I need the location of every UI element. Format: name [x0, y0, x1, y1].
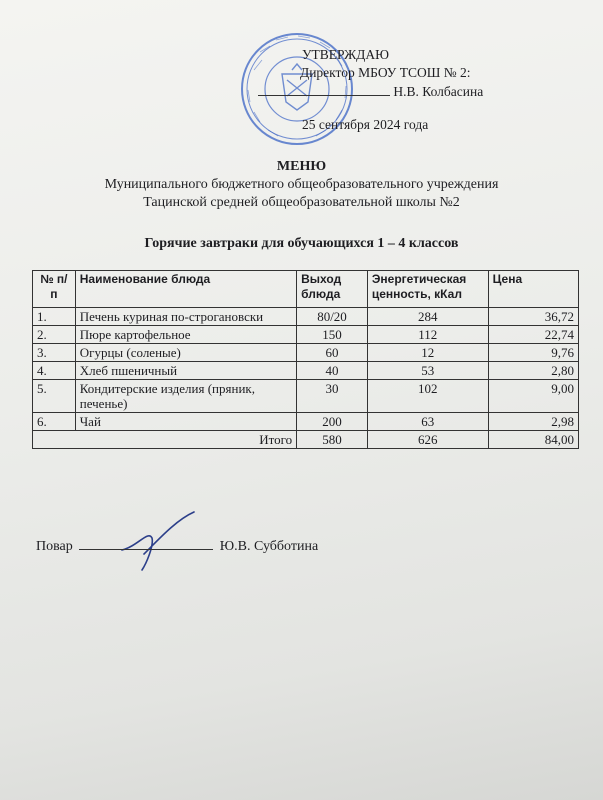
row-number: 6.: [33, 413, 76, 431]
dish-yield: 150: [297, 326, 368, 344]
dish-name: Печень куриная по-строгановски: [75, 308, 296, 326]
total-label: Итого: [33, 431, 297, 449]
header-number: № п/п: [33, 271, 76, 308]
table-row: [33, 344, 579, 362]
dish-yield: 40: [297, 362, 368, 380]
table-row: [33, 362, 579, 380]
dish-kcal: 12: [367, 344, 488, 362]
cook-name: Ю.В. Субботина: [219, 539, 319, 554]
approval-date: 25 сентября 2024 года: [302, 117, 429, 132]
dish-kcal: 112: [367, 326, 488, 344]
row-number: 3.: [33, 344, 76, 362]
total-kcal: 626: [367, 431, 488, 449]
dish-price: 2,80: [488, 362, 578, 380]
menu-title-block: [0, 158, 603, 212]
dish-price: 36,72: [488, 308, 578, 326]
row-number: 4.: [33, 362, 76, 380]
menu-table: [32, 270, 579, 449]
dish-kcal: 53: [367, 362, 488, 380]
table-row: [33, 326, 579, 344]
table-row: [33, 308, 579, 326]
director-name: Н.В. Колбасина: [393, 84, 484, 99]
dish-price: 9,00: [488, 380, 578, 413]
header-yield: Выход блюда: [297, 271, 368, 308]
dish-kcal: 284: [367, 308, 488, 326]
dish-kcal: 102: [367, 380, 488, 413]
total-price: 84,00: [488, 431, 578, 449]
dish-name: Огурцы (соленые): [75, 344, 296, 362]
approval-position: Директор МБОУ ТСОШ № 2:: [300, 65, 471, 80]
cook-signature-line: [36, 536, 318, 555]
signature-blank: [258, 82, 390, 96]
row-number: 2.: [33, 326, 76, 344]
approval-signature-line: [258, 82, 483, 101]
dish-yield: 200: [297, 413, 368, 431]
institution-line-1: Муниципального бюджетного общеобразовательного учреждения: [104, 177, 499, 192]
dish-name: Чай: [75, 413, 296, 431]
row-number: 1.: [33, 308, 76, 326]
dish-yield: 80/20: [297, 308, 368, 326]
page-title: МЕНЮ: [276, 159, 327, 174]
dish-name: Кондитерские изделия (пряник, печенье): [75, 380, 296, 413]
dish-price: 9,76: [488, 344, 578, 362]
dish-price: 22,74: [488, 326, 578, 344]
table-total-row: [33, 431, 579, 449]
dish-price: 2,98: [488, 413, 578, 431]
dish-yield: 60: [297, 344, 368, 362]
header-price: Цена: [488, 271, 578, 308]
cook-label: Повар: [36, 539, 73, 554]
row-number: 5.: [33, 380, 76, 413]
signature-blank: [79, 536, 213, 550]
dish-name: Пюре картофельное: [75, 326, 296, 344]
dish-yield: 30: [297, 380, 368, 413]
total-yield: 580: [297, 431, 368, 449]
approval-heading: УТВЕРЖДАЮ: [302, 47, 390, 62]
header-dish-name: Наименование блюда: [75, 271, 296, 308]
table-header-row: [33, 271, 579, 308]
table-row: [33, 413, 579, 431]
menu-subtitle: Горячие завтраки для обучающихся 1 – 4 классов: [144, 236, 459, 251]
dish-name: Хлеб пшеничный: [75, 362, 296, 380]
institution-line-2: Тацинской средней общеобразовательной школы №2: [143, 195, 460, 210]
dish-kcal: 63: [367, 413, 488, 431]
header-energy: Энергетическая ценность, кКал: [367, 271, 488, 308]
table-row: [33, 380, 579, 413]
